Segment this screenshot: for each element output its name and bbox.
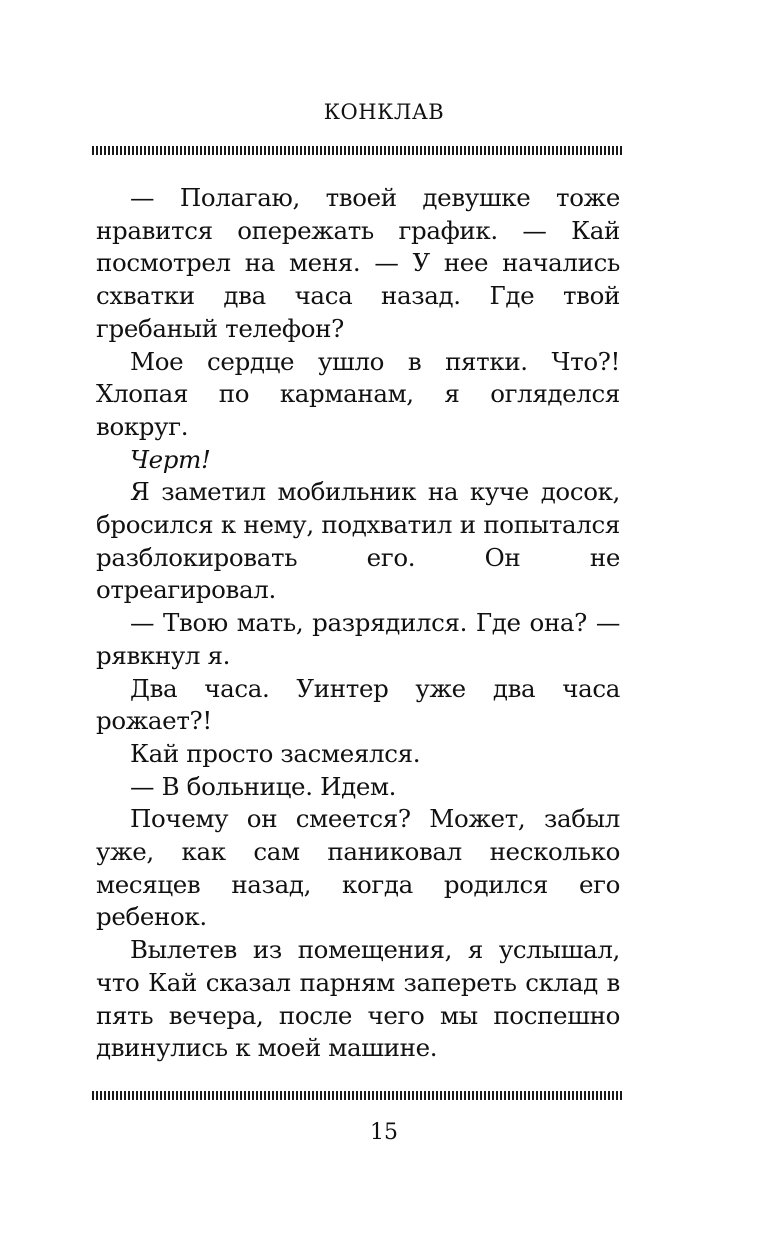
- page-number: 15: [370, 1120, 398, 1145]
- paragraph: Почему он смеется? Может, забыл уже, как сам паниковал несколько месяцев назад, когда родился его ребенок.: [96, 804, 620, 932]
- paragraph: — Полагаю, твоей девушке тоже нравится опережать график. — Кай посмотрел на меня. — У нее начались схватки два часа назад. Где твой гребаный телефон?: [96, 183, 620, 343]
- paragraph: Мое сердце ушло в пятки. Что?! Хлопая по карманам, я огляделся вокруг.: [96, 346, 620, 441]
- paragraph: Кай просто засмеялся.: [130, 738, 421, 768]
- paragraph: Я заметил мобильник на куче досок, бросился к нему, подхватил и попытался разблокировать его. Он не отреагировал.: [96, 477, 620, 605]
- paragraph: — В больнице. Идем.: [130, 771, 397, 801]
- paragraph-italic: Черт!: [130, 444, 211, 474]
- paragraph: — Твою мать, разрядился. Где она? — рявкнул я.: [96, 608, 620, 670]
- running-head: КОНКЛАВ: [323, 100, 445, 124]
- footer-rule: [92, 1091, 622, 1100]
- header-rule: [92, 146, 622, 155]
- paragraph: Два часа. Уинтер уже два часа рожает?!: [96, 673, 620, 736]
- body-text: [96, 182, 620, 1065]
- paragraph: Вылетев из помещения, я услышал, что Кай сказал парням запереть склад в пять вечера, после чего мы поспешно двинулись к моей машине.: [96, 935, 620, 1063]
